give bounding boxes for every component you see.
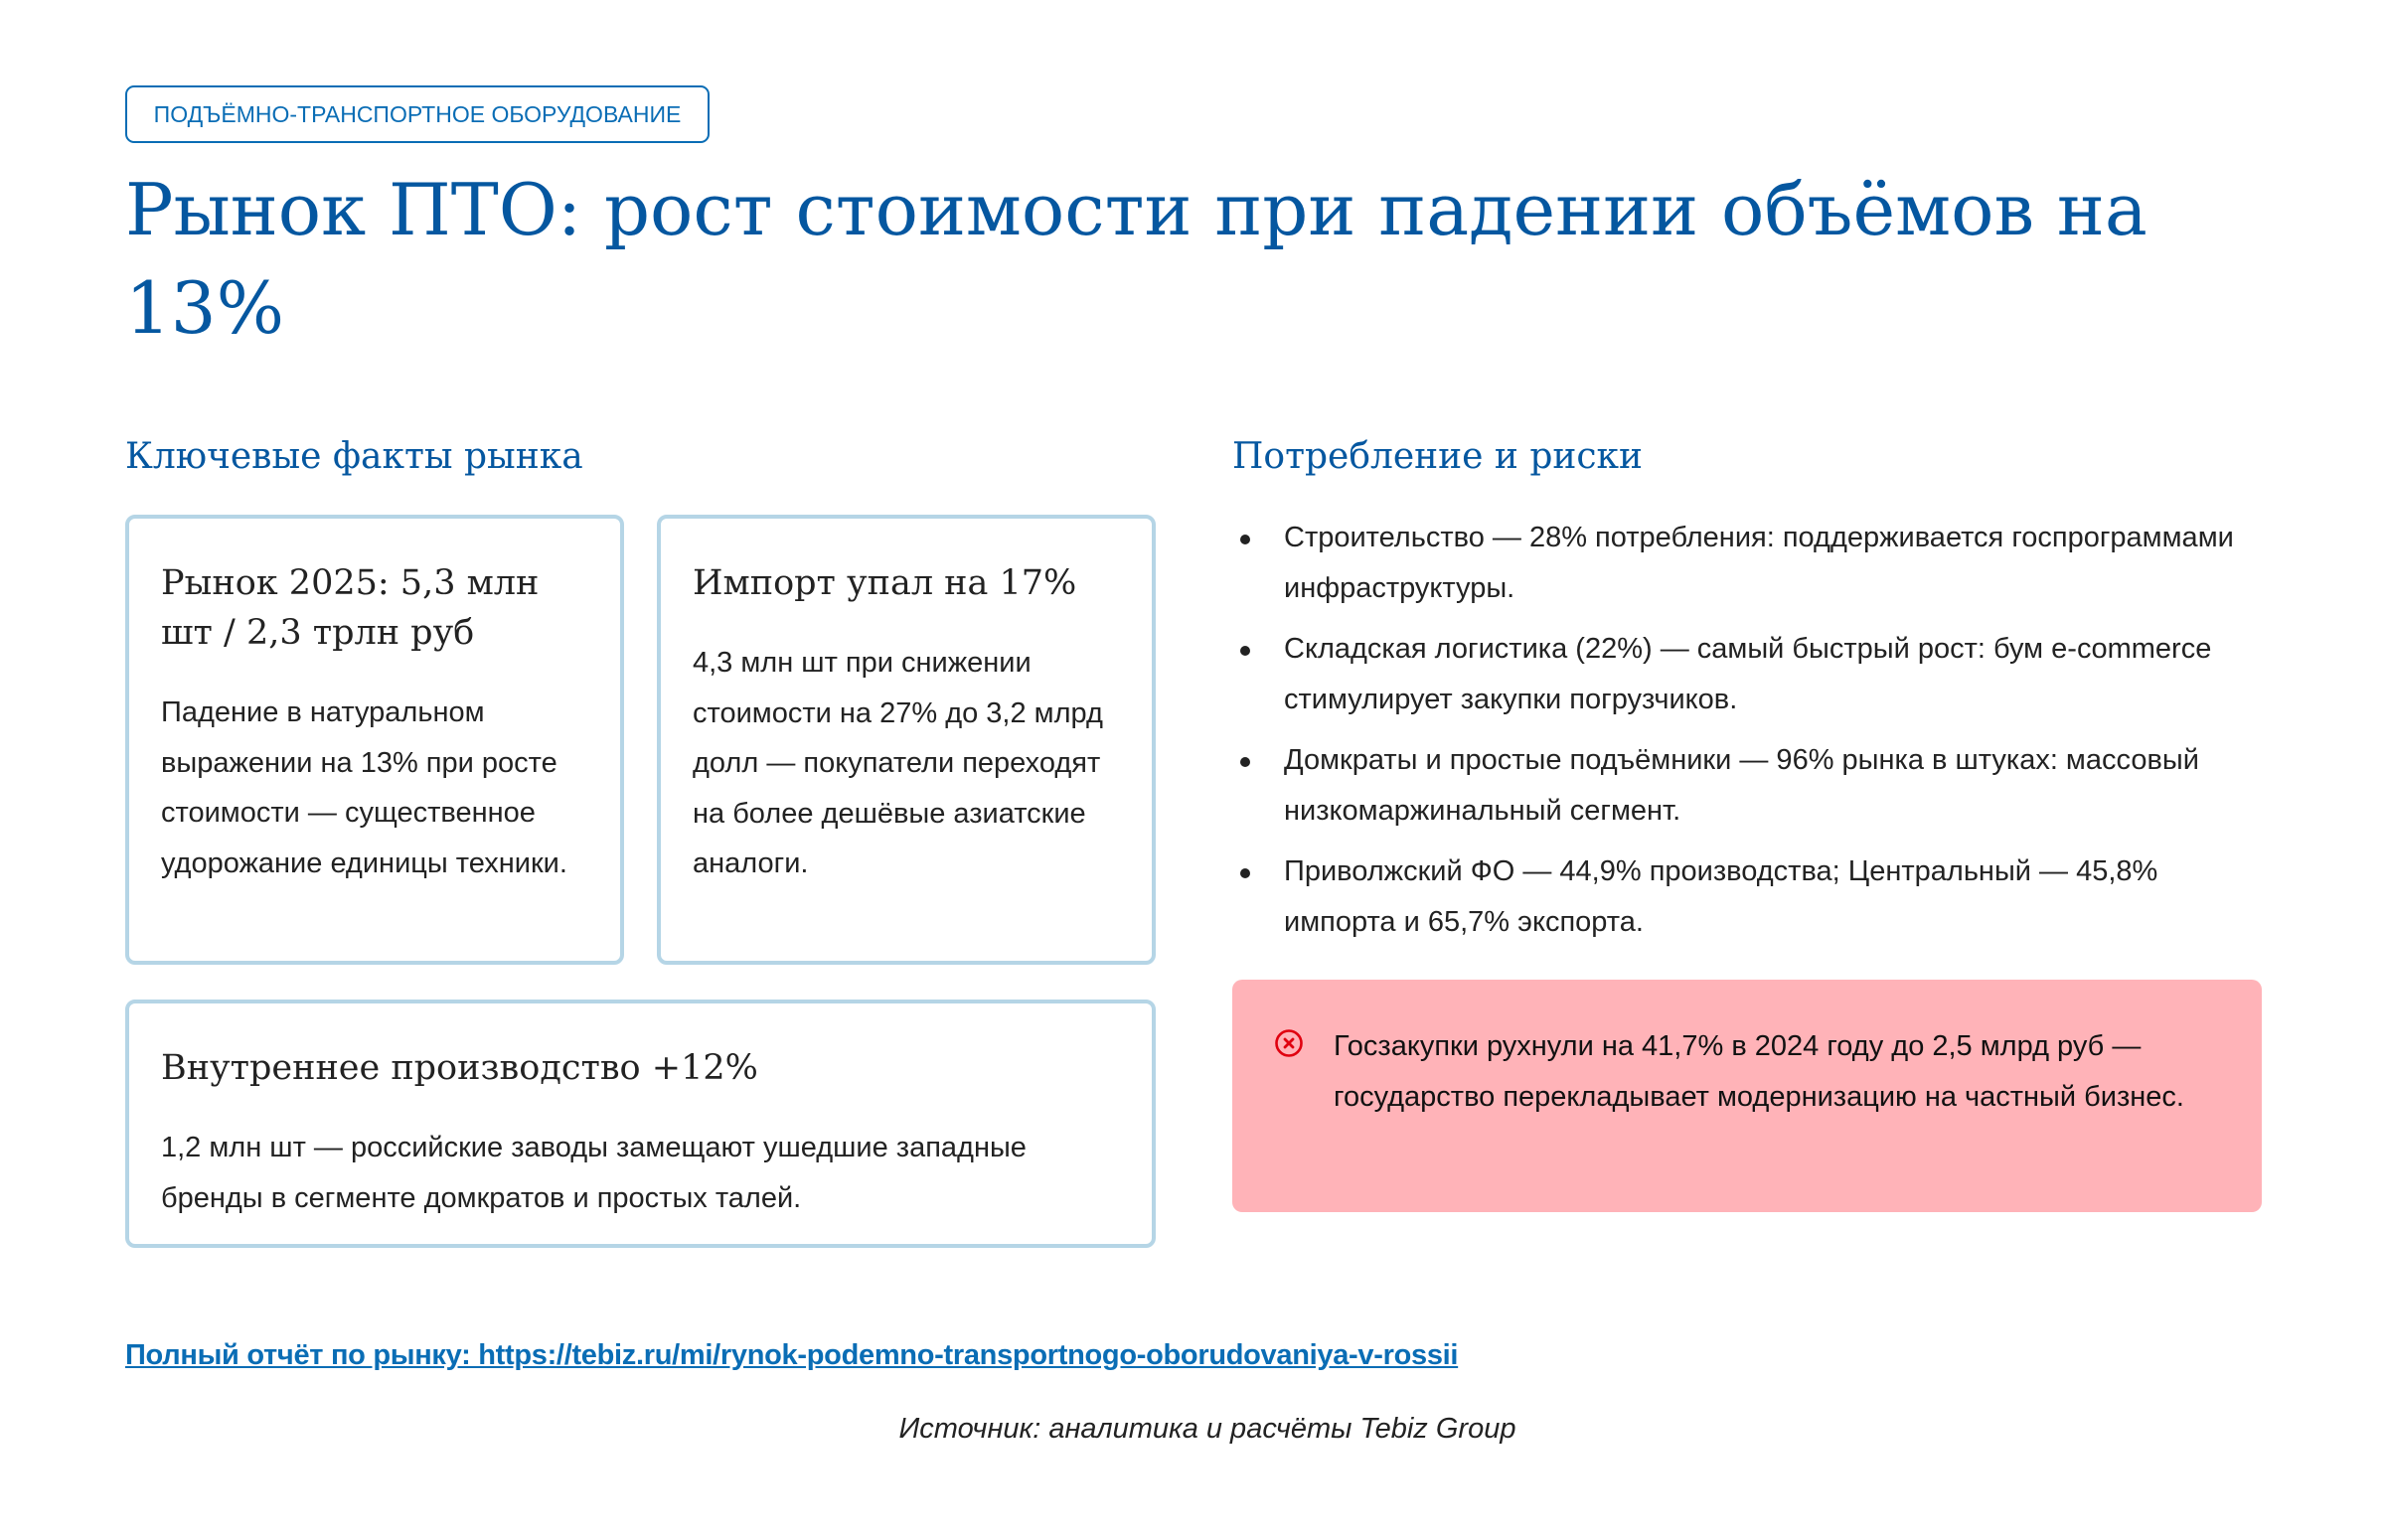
fact-card-import	[657, 515, 1156, 965]
list-item-text: Домкраты и простые подъёмники — 96% рынка в штуках: массовый низкомаржинальный сегмент.	[1284, 744, 2199, 827]
card-body: 4,3 млн шт при снижении стоимости на 27% до 3,2 млрд долл — покупатели переходят на более дешёвые азиатские аналоги.	[693, 647, 1103, 879]
source-caption: Источник: аналитика и расчёты Tebiz Group	[898, 1413, 1516, 1445]
card-title: Импорт упал на 17%	[693, 563, 1077, 603]
bullet-icon	[1240, 535, 1250, 544]
full-report-link[interactable]: Полный отчёт по рынку: https://tebiz.ru/mi/rynok-podemno-transportnogo-oborudovaniya-v-rossii	[125, 1339, 1459, 1371]
alert-text: Госзакупки рухнули на 41,7% в 2024 году до 2,5 млрд руб — государство перекладывает модернизацию на частный бизнес.	[1334, 1030, 2184, 1113]
key-facts-heading: Ключевые факты рынка	[125, 436, 583, 477]
card-title: Внутреннее производство +12%	[161, 1048, 758, 1088]
consumption-risks-heading: Потребление и риски	[1232, 436, 1644, 477]
bullet-icon	[1240, 757, 1250, 767]
bullet-icon	[1240, 646, 1250, 656]
error-circle-x-icon	[1274, 1028, 1304, 1058]
list-item-text: Строительство — 28% потребления: поддерживается госпрограммами инфраструктуры.	[1284, 522, 2234, 604]
list-item	[1232, 847, 2262, 947]
page-title: Рынок ПТО: рост стоимости при падении объёмов на 13%	[125, 168, 2147, 350]
consumption-bullet-list	[1232, 513, 2262, 958]
list-item	[1232, 624, 2262, 724]
fact-card-domestic-production	[125, 1000, 1156, 1248]
list-item	[1232, 513, 2262, 613]
bullet-icon	[1240, 868, 1250, 878]
risk-alert	[1232, 980, 2262, 1212]
card-body: Падение в натуральном выражении на 13% при росте стоимости — существенное удорожание единицы техники.	[161, 696, 567, 879]
fact-card-market-2025	[125, 515, 624, 965]
list-item-text: Приволжский ФО — 44,9% производства; Центральный — 45,8% импорта и 65,7% экспорта.	[1284, 855, 2158, 938]
list-item	[1232, 735, 2262, 836]
list-item-text: Складская логистика (22%) — самый быстрый рост: бум e-commerce стимулирует закупки погрузчиков.	[1284, 633, 2212, 715]
card-title: Рынок 2025: 5,3 млн шт / 2,3 трлн руб	[161, 563, 540, 653]
category-badge: ПОДЪЁМНО-ТРАНСПОРТНОЕ ОБОРУДОВАНИЕ	[125, 85, 710, 143]
card-body: 1,2 млн шт — российские заводы замещают ушедшие западные бренды в сегменте домкратов и простых талей.	[161, 1132, 1027, 1214]
